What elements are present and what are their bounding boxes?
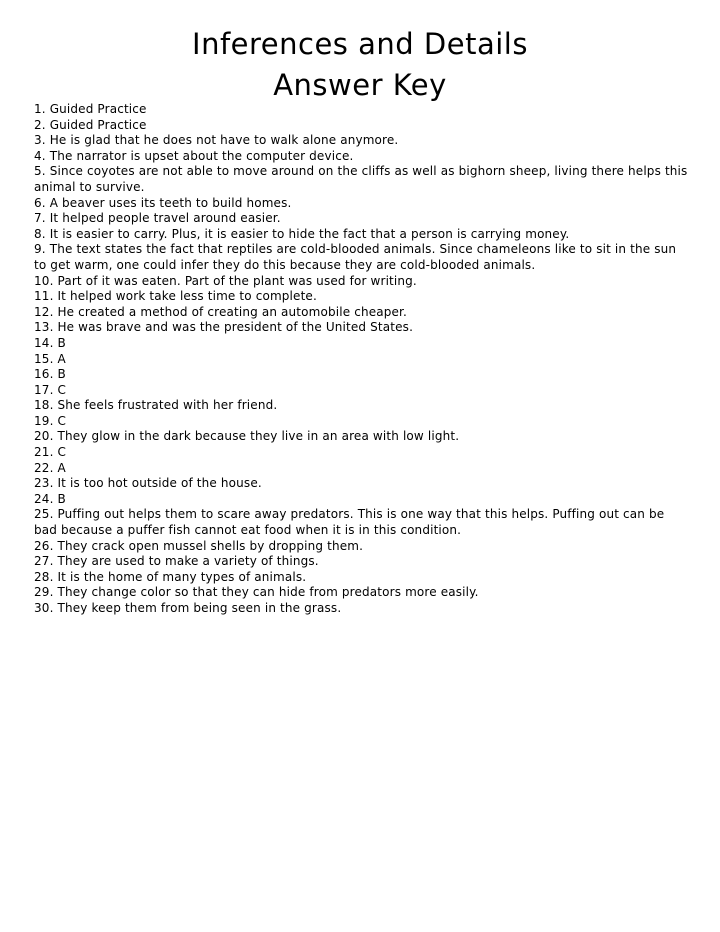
answer-item: 26. They crack open mussel shells by dropping them.: [34, 538, 364, 553]
answer-list: [34, 102, 690, 617]
answer-item: 21. C: [34, 445, 67, 460]
answer-item: 2. Guided Practice: [34, 117, 147, 132]
page-subtitle: Answer Key: [273, 68, 447, 102]
answer-item: 10. Part of it was eaten. Part of the plant was used for writing.: [34, 273, 417, 288]
answer-item: 3. He is glad that he does not have to walk alone anymore.: [34, 133, 399, 148]
answer-item: 27. They are used to make a variety of things.: [34, 554, 319, 569]
answer-item: 19. C: [34, 413, 67, 428]
answer-item: 15. A: [34, 351, 66, 366]
answer-item: 7. It helped people travel around easier.: [34, 211, 281, 226]
answer-item: 5. Since coyotes are not able to move around on the cliffs as well as bighorn sheep, living there helps this animal to survive.: [34, 164, 688, 194]
answer-item: 8. It is easier to carry. Plus, it is easier to hide the fact that a person is carrying money.: [34, 226, 570, 241]
answer-item: 22. A: [34, 460, 66, 475]
answer-item: 9. The text states the fact that reptiles are cold-blooded animals. Since chameleons like to sit in the sun to get warm, one could infer they do this because they are cold-blooded animals.: [34, 242, 677, 272]
answer-item: 11. It helped work take less time to complete.: [34, 289, 317, 304]
answer-item: 29. They change color so that they can hide from predators more easily.: [34, 585, 479, 600]
answer-item: 18. She feels frustrated with her friend.: [34, 398, 278, 413]
answer-item: 17. C: [34, 382, 67, 397]
answer-item: 6. A beaver uses its teeth to build homes.: [34, 195, 292, 210]
answer-item: 1. Guided Practice: [34, 102, 147, 116]
answer-item: 13. He was brave and was the president of the United States.: [34, 320, 414, 335]
answer-item: 24. B: [34, 491, 66, 506]
page-title: Inferences and Details: [192, 27, 528, 61]
answer-item: 16. B: [34, 367, 66, 382]
answer-item: 28. It is the home of many types of animals.: [34, 569, 307, 584]
answer-item: 20. They glow in the dark because they live in an area with low light.: [34, 429, 460, 444]
answer-item: 25. Puffing out helps them to scare away predators. This is one way that this helps. Puffing out can be bad because a puffer fish cannot eat food when it is in this condition.: [34, 507, 665, 538]
answer-item: 4. The narrator is upset about the computer device.: [34, 148, 354, 163]
answer-item: 14. B: [34, 335, 66, 350]
answer-item: 30. They keep them from being seen in the grass.: [34, 601, 342, 615]
answer-item: 12. He created a method of creating an automobile cheaper.: [34, 304, 408, 319]
answer-item: 23. It is too hot outside of the house.: [34, 476, 262, 491]
